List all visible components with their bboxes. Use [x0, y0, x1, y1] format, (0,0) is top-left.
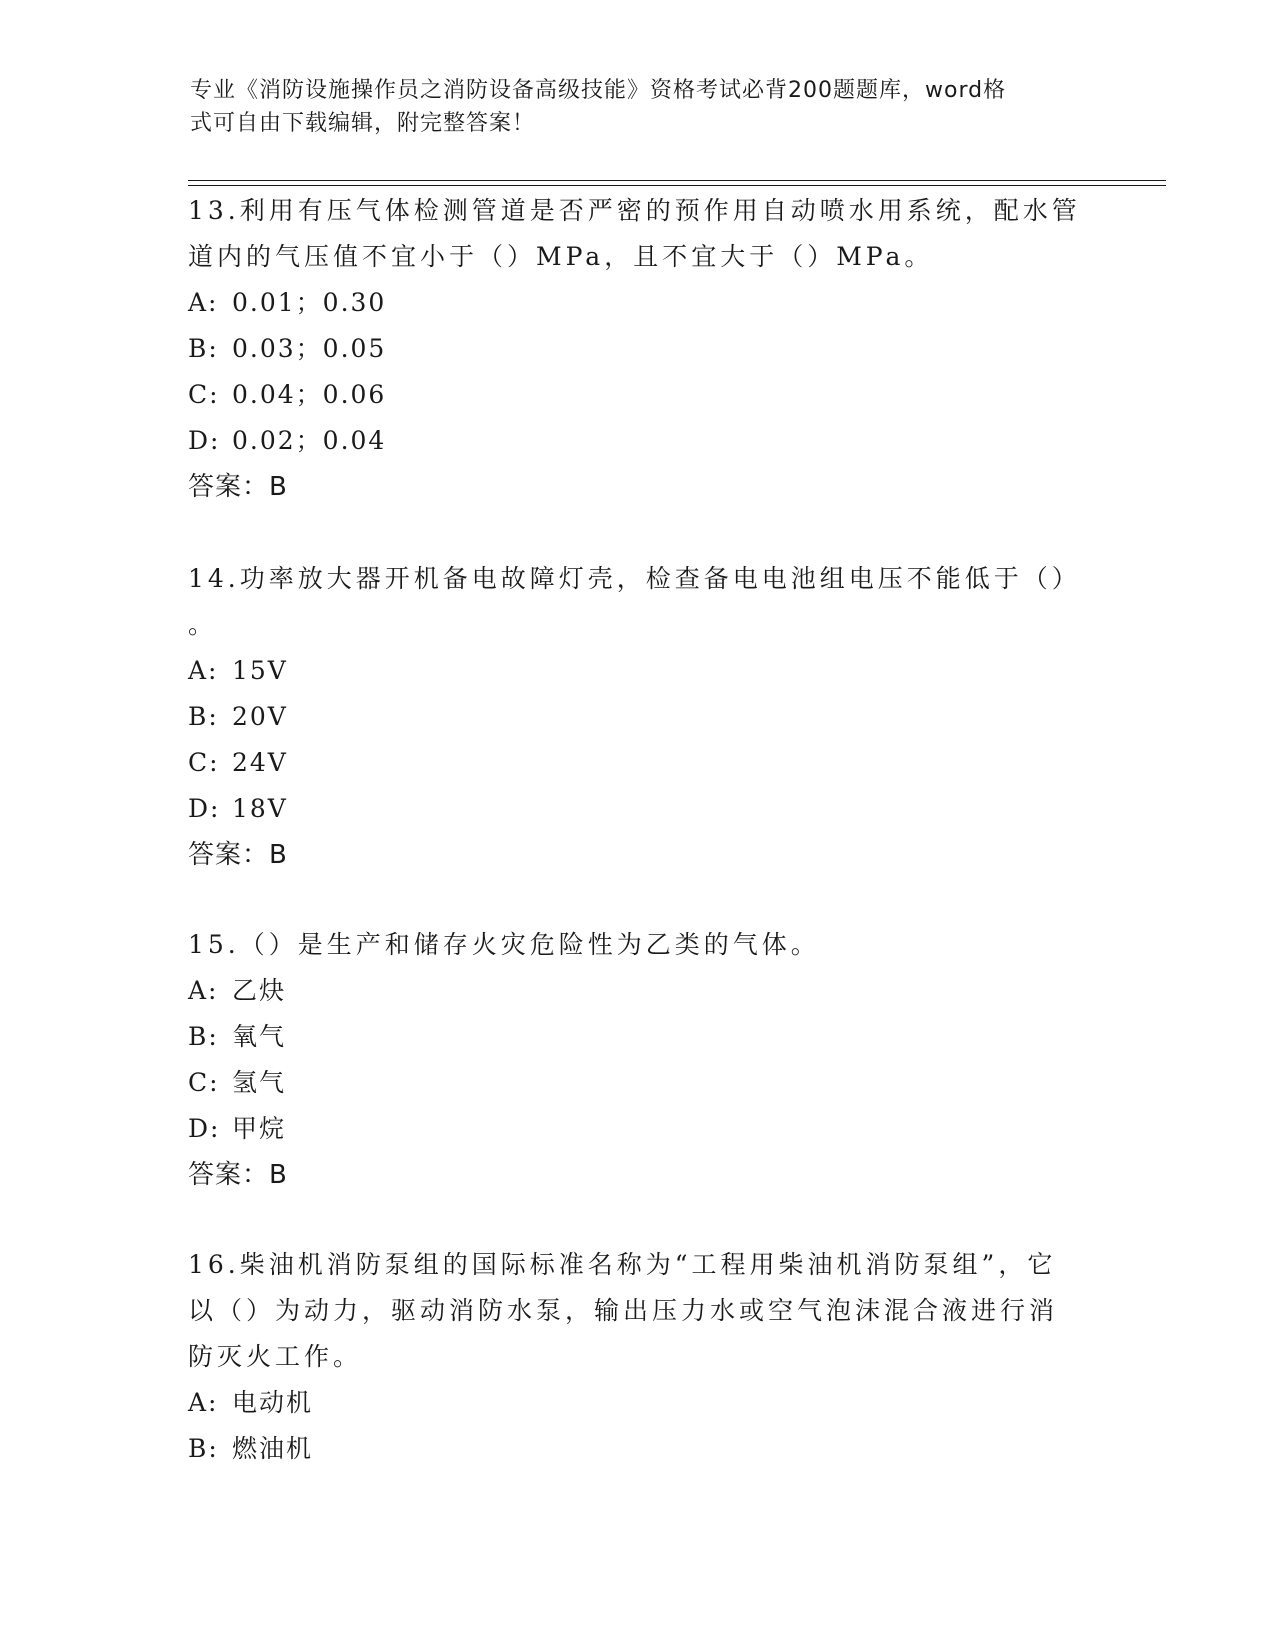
option-key: B: [188, 1434, 219, 1463]
option-d [188, 1106, 1088, 1152]
option-key: C: [188, 748, 220, 777]
question-text-line: 14.功率放大器开机备电故障灯壳，检查备电电池组电压不能低于（） [188, 564, 1081, 593]
option-a [188, 648, 1088, 694]
option-key: C: [188, 1068, 220, 1097]
question-text-line: 13.利用有压气体检测管道是否严密的预作用自动喷水用系统，配水管 [188, 196, 1081, 225]
option-key: D: [188, 794, 221, 823]
header-line-1: 专业《消防设施操作员之消防设备高级技能》资格考试必背200题题库，word格 [190, 78, 1007, 103]
option-text: 24V [232, 748, 288, 777]
option-text: 0.01；0.30 [232, 288, 387, 317]
answer-label: 答案：B [188, 840, 288, 870]
option-text: 20V [232, 702, 288, 731]
option-text: 氧气 [232, 1022, 287, 1051]
option-key: B: [188, 1022, 219, 1051]
question-text-line: 。 [188, 610, 218, 639]
option-text: 0.03；0.05 [232, 334, 387, 363]
option-key: D: [188, 1114, 221, 1143]
option-a [188, 968, 1088, 1014]
question-16 [188, 1242, 1088, 1472]
option-key: B: [188, 334, 219, 363]
question-text-line: 防灭火工作。 [188, 1342, 363, 1371]
option-text: 乙炔 [232, 976, 287, 1005]
document-header [190, 74, 1090, 140]
option-b [188, 1014, 1088, 1060]
answer-label: 答案：B [188, 472, 288, 502]
option-text: 燃油机 [232, 1434, 314, 1463]
option-text: 电动机 [232, 1388, 314, 1417]
option-a [188, 280, 1088, 326]
option-text: 18V [232, 794, 288, 823]
option-c [188, 1060, 1088, 1106]
option-key: B: [188, 702, 219, 731]
option-text: 0.02；0.04 [232, 426, 387, 455]
question-text-line: 道内的气压值不宜小于（）MPa，且不宜大于（）MPa。 [188, 242, 934, 271]
header-divider-top [188, 180, 1166, 181]
question-14 [188, 556, 1088, 878]
option-a [188, 1380, 1088, 1426]
option-b [188, 326, 1088, 372]
question-15 [188, 922, 1088, 1198]
option-key: A: [188, 976, 219, 1005]
option-d [188, 786, 1088, 832]
option-text: 0.04；0.06 [232, 380, 387, 409]
question-text-line: 16.柴油机消防泵组的国际标准名称为“工程用柴油机消防泵组”，它 [188, 1250, 1057, 1279]
header-line-2: 式可自由下载编辑，附完整答案！ [190, 111, 536, 136]
question-text-line: 以（）为动力，驱动消防水泵，输出压力水或空气泡沫混合液进行消 [188, 1296, 1059, 1325]
option-d [188, 418, 1088, 464]
option-key: C: [188, 380, 220, 409]
option-text: 氢气 [232, 1068, 287, 1097]
option-b [188, 694, 1088, 740]
option-key: A: [188, 288, 219, 317]
header-divider-bottom [188, 185, 1166, 186]
option-key: D: [188, 426, 221, 455]
question-13 [188, 188, 1088, 510]
option-b [188, 1426, 1088, 1472]
option-c [188, 372, 1088, 418]
option-text: 15V [232, 656, 288, 685]
answer-label: 答案：B [188, 1160, 288, 1190]
option-c [188, 740, 1088, 786]
option-text: 甲烷 [232, 1114, 287, 1143]
option-key: A: [188, 1388, 219, 1417]
question-text-line: 15.（）是生产和储存火灾危险性为乙类的气体。 [188, 930, 820, 959]
option-key: A: [188, 656, 219, 685]
